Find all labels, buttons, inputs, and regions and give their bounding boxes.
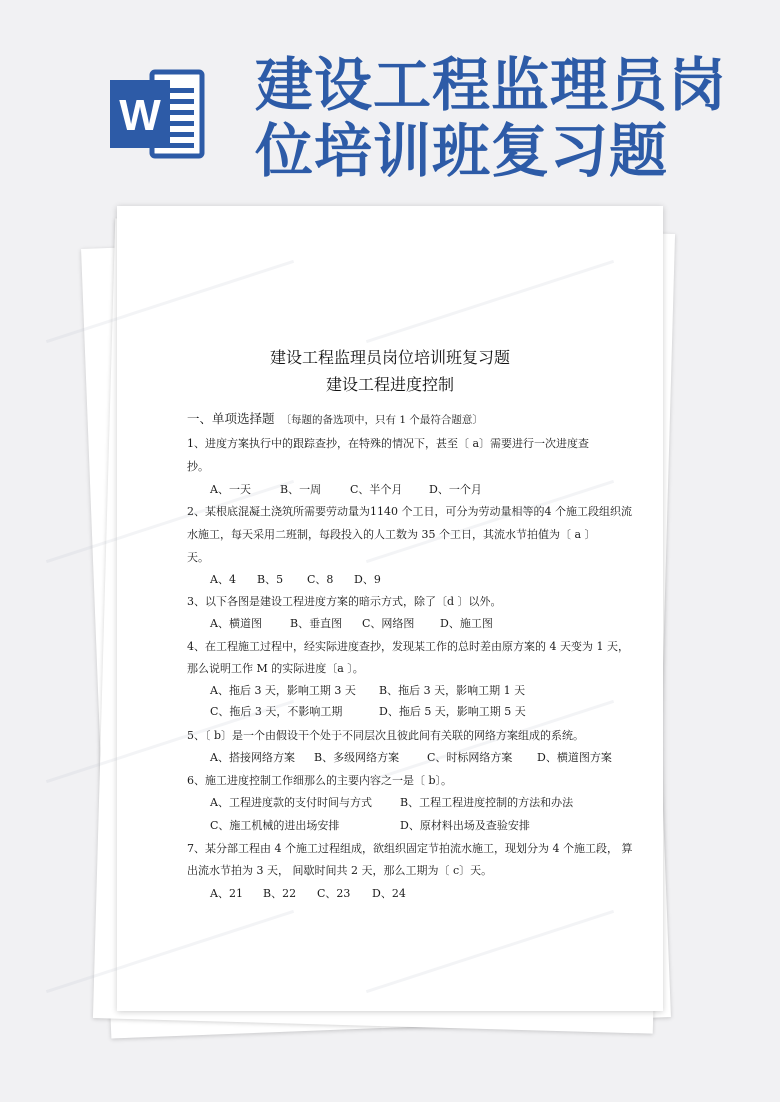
question-6-option-b: B、工程工程进度控制的方法和办法 xyxy=(400,796,574,809)
question-6-line-1: 6、施工进度控制工作细那么的主要内容之一是〔 b〕。 xyxy=(187,774,453,787)
question-6-option-d: D、原材料出场及查验安排 xyxy=(400,819,530,832)
word-icon-letter: W xyxy=(119,91,161,140)
question-1-option-b: B、一周 xyxy=(280,483,322,496)
question-4-option-b: B、拖后 3 天，影响工期 1 天 xyxy=(379,684,526,697)
question-6-option-c: C、施工机械的进出场安排 xyxy=(210,819,340,832)
question-4-option-d: D、拖后 5 天，影响工期 5 天 xyxy=(379,705,526,718)
banner-title xyxy=(255,52,765,184)
question-7-line-2: 出流水节拍为 3 天， 间歇时间共 2 天，那么工期为〔 c〕天。 xyxy=(187,864,493,877)
question-3-line-1: 3、以下各图是建设工程进度方案的暗示方式，除了〔d 〕以外。 xyxy=(187,595,502,608)
document-title: 建设工程监理员岗位培训班复习题 xyxy=(269,348,510,367)
question-2-option-a: A、4 xyxy=(210,573,236,586)
section-heading: 一、单项选择题 xyxy=(187,411,275,426)
question-7-option-a: A、21 xyxy=(210,887,243,900)
document-page xyxy=(117,206,663,1011)
question-4-option-a: A、拖后 3 天，影响工期 3 天 xyxy=(210,684,356,697)
question-1-option-a: A、一天 xyxy=(210,483,251,496)
question-5-option-b: B、多级网络方案 xyxy=(314,751,400,764)
question-2-option-d: D、9 xyxy=(354,573,381,586)
question-7-line-1: 7、某分部工程由 4 个施工过程组成，欲组织固定节拍流水施工，现划分为 4 个施工段， 算 xyxy=(187,842,633,855)
question-1-line-2: 抄。 xyxy=(187,460,209,473)
question-4-line-1: 4、在工程施工过程中，经实际进度查抄，发现某工作的总时差由原方案的 4 天变为 1 天， xyxy=(187,640,629,653)
question-5-option-a: A、搭接网络方案 xyxy=(210,751,295,764)
question-3-option-a: A、横道图 xyxy=(210,617,262,630)
question-2-line-1: 2、某根底混凝土浇筑所需要劳动量为1140 个工日，可分为劳动量相等的4 个施工段组织流 xyxy=(187,505,632,518)
question-3-option-d: D、施工图 xyxy=(440,617,493,630)
document-subtitle: 建设工程进度控制 xyxy=(325,375,454,394)
question-7-option-b: B、22 xyxy=(263,887,297,900)
question-3-option-b: B、垂直图 xyxy=(290,617,343,630)
question-4-line-2: 那么说明工作 M 的实际进度〔a 〕。 xyxy=(187,662,364,675)
question-4-option-c: C、拖后 3 天，不影响工期 xyxy=(210,705,343,718)
question-7-option-d: D、24 xyxy=(372,887,406,900)
section-heading-line xyxy=(187,412,483,427)
question-2-option-c: C、8 xyxy=(307,573,334,586)
question-3-option-c: C、网络图 xyxy=(362,617,415,630)
question-5-option-d: D、横道图方案 xyxy=(537,751,612,764)
question-1-option-d: D、一个月 xyxy=(429,483,482,496)
question-6-option-a: A、工程进度款的支付时间与方式 xyxy=(210,796,372,809)
question-5-option-c: C、时标网络方案 xyxy=(427,751,513,764)
question-1-line-1: 1、进度方案执行中的跟踪查抄，在特殊的情况下，甚至〔 a〕需要进行一次进度查 xyxy=(187,437,590,450)
question-2-line-2: 水施工，每天采用二班制，每段投入的人工数为 35 个工日，其流水节拍值为〔 a 〕 xyxy=(187,528,596,541)
question-2-line-3: 天。 xyxy=(187,551,209,564)
section-note: 〔每题的备选项中，只有 1 个最符合题意〕 xyxy=(280,414,483,426)
question-5-line-1: 5、〔 b〕是一个由假设干个处于不同层次且彼此间有关联的网络方案组成的系统。 xyxy=(187,729,585,742)
banner-title-line-1: 建设工程监理员岗 xyxy=(255,51,728,119)
banner-title-line-2: 位培训班复习题 xyxy=(255,117,669,185)
question-7-option-c: C、23 xyxy=(317,887,351,900)
question-1-option-c: C、半个月 xyxy=(350,483,403,496)
question-2-option-b: B、5 xyxy=(257,573,284,586)
word-document-icon xyxy=(110,66,206,162)
